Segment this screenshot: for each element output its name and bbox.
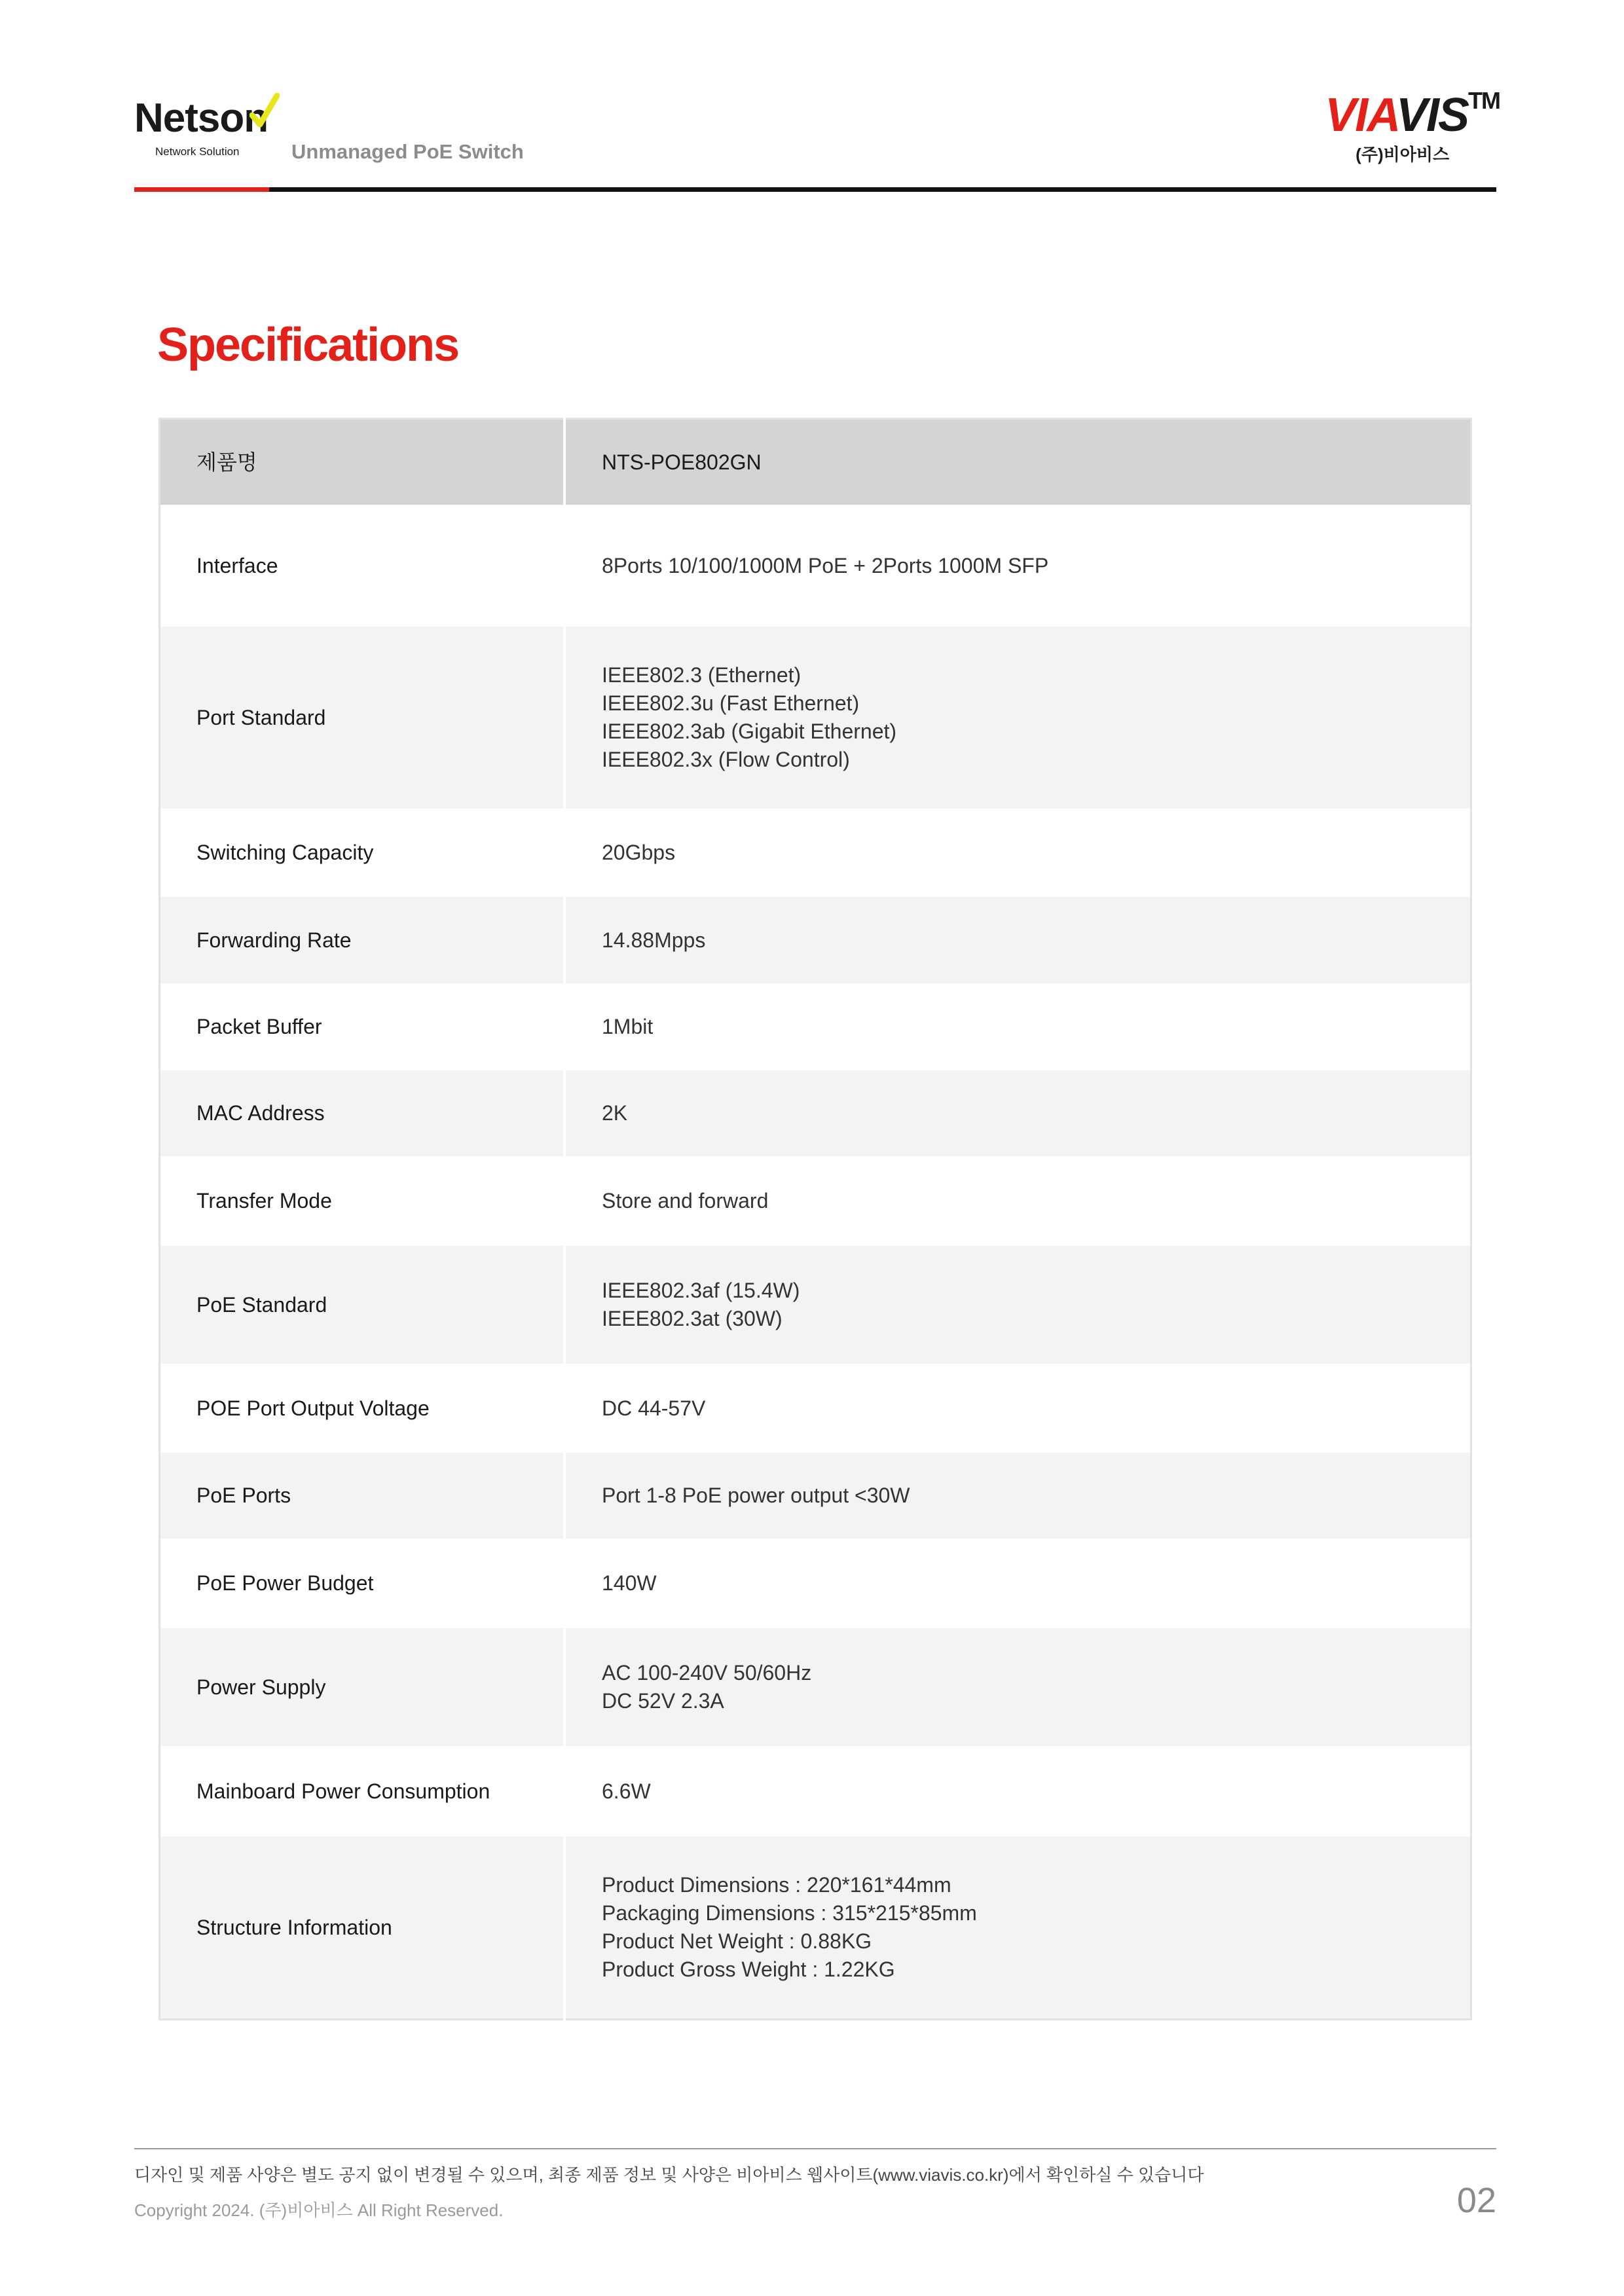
- spec-value: [564, 1156, 1471, 1246]
- spec-label: Forwarding Rate: [160, 897, 565, 983]
- spec-value-line: Product Dimensions : 220*161*44mm: [602, 1873, 951, 1897]
- spec-value-line: 2K: [602, 1101, 628, 1125]
- spec-value: [564, 1364, 1471, 1453]
- spec-value-line: Product Net Weight : 0.88KG: [602, 1929, 872, 1953]
- table-row: [160, 1539, 1471, 1628]
- spec-value: [564, 627, 1471, 809]
- spec-value-line: IEEE802.3x (Flow Control): [602, 748, 850, 771]
- table-row: [160, 1156, 1471, 1246]
- logo-korean-name: (주)비아비스: [1356, 145, 1450, 164]
- table-row: [160, 1628, 1471, 1746]
- spec-table: [158, 418, 1472, 2020]
- spec-value-line: 140W: [602, 1571, 657, 1595]
- spec-value: [564, 1628, 1471, 1746]
- footer-rule: [134, 2148, 1496, 2149]
- header-rule-accent: [134, 187, 269, 192]
- table-row: [160, 1746, 1471, 1836]
- spec-value-line: 20Gbps: [602, 841, 676, 864]
- spec-value: [564, 809, 1471, 897]
- table-row: [160, 1070, 1471, 1156]
- spec-label: Mainboard Power Consumption: [160, 1746, 565, 1836]
- footer-disclaimer: 디자인 및 제품 사양은 별도 공지 없이 변경될 수 있으며, 최종 제품 정보 및 사양은 비아비스 웹사이트(www.viavis.co.kr)에서 확인하실 수 있습니다: [134, 2165, 1204, 2185]
- table-row: [160, 1836, 1471, 2020]
- product-model-value: NTS-POE802GN: [564, 419, 1471, 505]
- header-rule: [134, 187, 1496, 192]
- table-header-row: [160, 419, 1471, 505]
- spec-value-line: Packaging Dimensions : 315*215*85mm: [602, 1901, 977, 1925]
- spec-value-line: IEEE802.3at (30W): [602, 1307, 783, 1330]
- spec-value-line: Port 1-8 PoE power output <30W: [602, 1484, 910, 1507]
- spec-value: [564, 1836, 1471, 2020]
- checkmark-icon: [249, 93, 280, 131]
- table-row: [160, 983, 1471, 1070]
- spec-label: Interface: [160, 505, 565, 627]
- viavis-logo: [1325, 87, 1500, 166]
- table-row: [160, 897, 1471, 983]
- spec-value-line: DC 44-57V: [602, 1396, 706, 1420]
- page-title: Specifications: [157, 319, 459, 371]
- spec-value-line: 1Mbit: [602, 1015, 654, 1038]
- spec-value: [564, 983, 1471, 1070]
- footer-copyright: Copyright 2024. (주)비아비스 All Right Reserved.: [134, 2200, 504, 2220]
- spec-label: Power Supply: [160, 1628, 565, 1746]
- page-number: 02: [1456, 2181, 1496, 2220]
- netson-logo: [134, 96, 268, 158]
- trademark-mark: TM: [1468, 87, 1500, 114]
- spec-label: PoE Standard: [160, 1246, 565, 1364]
- spec-value-line: DC 52V 2.3A: [602, 1689, 724, 1713]
- product-name-label: 제품명: [160, 419, 565, 505]
- table-row: [160, 505, 1471, 627]
- table-row: [160, 1364, 1471, 1453]
- spec-value-line: 14.88Mpps: [602, 928, 706, 952]
- spec-label: PoE Ports: [160, 1453, 565, 1539]
- spec-label: MAC Address: [160, 1070, 565, 1156]
- spec-label: POE Port Output Voltage: [160, 1364, 565, 1453]
- spec-label: Structure Information: [160, 1836, 565, 2020]
- table-row: [160, 809, 1471, 897]
- spec-value-line: IEEE802.3af (15.4W): [602, 1279, 800, 1302]
- spec-label: Transfer Mode: [160, 1156, 565, 1246]
- document-subtitle: Unmanaged PoE Switch: [291, 140, 524, 163]
- spec-value-line: Store and forward: [602, 1189, 769, 1212]
- spec-label: Port Standard: [160, 627, 565, 809]
- table-row: [160, 627, 1471, 809]
- table-row: [160, 1453, 1471, 1539]
- spec-value: [564, 897, 1471, 983]
- spec-value-line: 8Ports 10/100/1000M PoE + 2Ports 1000M SFP: [602, 553, 1049, 577]
- spec-value: [564, 505, 1471, 627]
- spec-value: [564, 1453, 1471, 1539]
- spec-value-line: Product Gross Weight : 1.22KG: [602, 1958, 895, 1981]
- spec-value: [564, 1539, 1471, 1628]
- spec-value: [564, 1246, 1471, 1364]
- brand-tagline: Network Solution: [155, 145, 240, 158]
- spec-label: PoE Power Budget: [160, 1539, 565, 1628]
- spec-value-line: IEEE802.3 (Ethernet): [602, 663, 802, 687]
- logo-part-red: VIA: [1325, 89, 1396, 141]
- spec-value-line: 6.6W: [602, 1779, 651, 1803]
- spec-value: [564, 1070, 1471, 1156]
- spec-value-line: IEEE802.3u (Fast Ethernet): [602, 691, 860, 715]
- logo-part-dark: VIS: [1395, 89, 1469, 141]
- brand-name: Netson: [134, 96, 268, 141]
- spec-label: Switching Capacity: [160, 809, 565, 897]
- spec-value-line: AC 100-240V 50/60Hz: [602, 1661, 812, 1685]
- spec-value-line: IEEE802.3ab (Gigabit Ethernet): [602, 720, 897, 743]
- table-row: [160, 1246, 1471, 1364]
- spec-label: Packet Buffer: [160, 983, 565, 1070]
- spec-value: [564, 1746, 1471, 1836]
